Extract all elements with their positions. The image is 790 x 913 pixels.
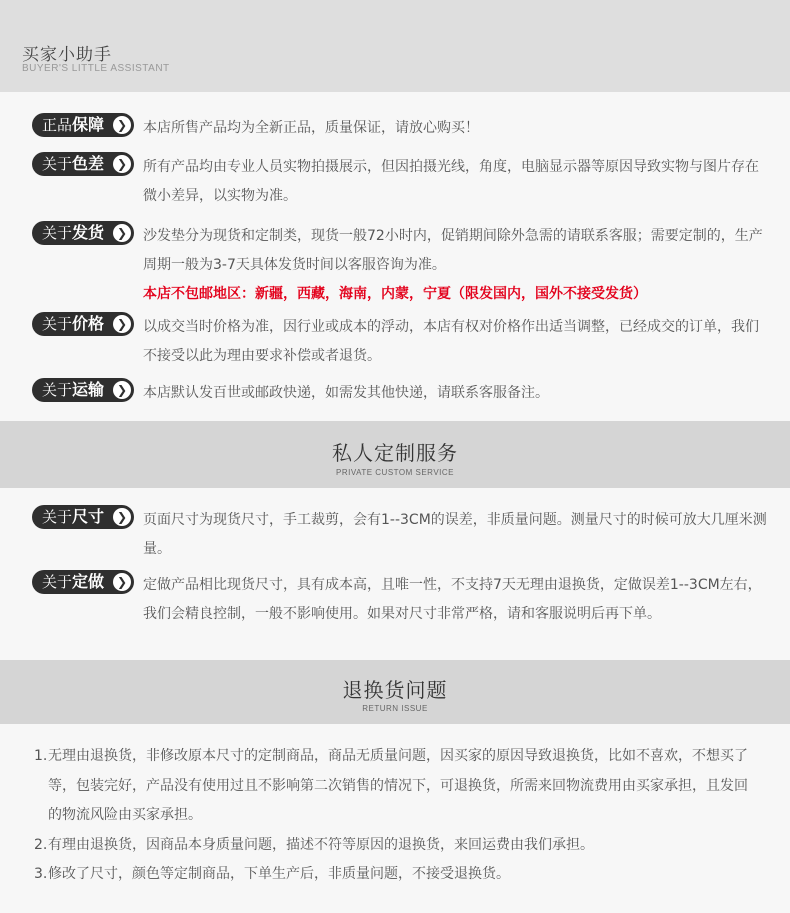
item-number: 1. (34, 748, 48, 764)
row-text: 页面尺寸为现货尺寸，手工裁剪，会有1--3CM的误差，非质量问题。测量尺寸的时候可放大几厘米测量。 (143, 512, 767, 557)
tag-authentic (32, 113, 134, 137)
tag-custom-made (32, 570, 134, 594)
chevron-right-icon: ❯ (113, 116, 131, 134)
tag-bold: 定做 (72, 572, 105, 591)
tag-prefix: 关于 (42, 381, 73, 399)
return-policy-list (34, 742, 760, 890)
item-number: 3. (34, 866, 48, 882)
chevron-right-icon: ❯ (113, 315, 131, 333)
chevron-right-icon: ❯ (113, 224, 131, 242)
header-band (0, 0, 790, 92)
custom-service-bar (0, 421, 790, 488)
tag-prefix: 关于 (42, 508, 73, 526)
section-title: 退换货问题 (342, 678, 448, 702)
list-item (34, 742, 760, 831)
row-text: 本店默认发百世或邮政快递，如需发其他快递，请联系客服备注。 (143, 385, 549, 401)
tag-prefix: 关于 (42, 155, 73, 173)
section-subtitle: RETURN ISSUE (362, 704, 428, 713)
tag-prefix: 关于 (42, 315, 73, 333)
section-subtitle: PRIVATE CUSTOM SERVICE (336, 468, 454, 477)
chevron-right-icon: ❯ (113, 573, 131, 591)
row-text: 定做产品相比现货尺寸，具有成本高，且唯一性，不支持7天无理由退换货，定做误差1--3CM左右，我们会精良控制，一般不影响使用。如果对尺寸非常严格，请和客服说明后再下单。 (143, 577, 762, 622)
item-text: 无理由退换货，非修改原本尺寸的定制商品，商品无质量问题，因买家的原因导致退换货，比如不喜欢，不想买了等，包装完好，产品没有使用过且不影响第二次销售的情况下，可退换货，所需来回物流费用由买家承担，且发回的物流风险由买家承担。 (48, 748, 748, 823)
tag-color (32, 152, 134, 176)
chevron-right-icon: ❯ (113, 381, 131, 399)
row-text: 所有产品均由专业人员实物拍摄展示，但因拍摄光线，角度，电脑显示器等原因导致实物与图片存在微小差异，以实物为准。 (143, 159, 759, 204)
return-issue-bar (0, 660, 790, 724)
tag-prefix: 关于 (42, 573, 73, 591)
tag-bold: 尺寸 (72, 507, 105, 526)
chevron-right-icon: ❯ (113, 508, 131, 526)
tag-bold: 价格 (72, 314, 105, 333)
list-item (34, 831, 760, 861)
tag-shipping (32, 221, 134, 245)
row-text: 本店所售产品均为全新正品，质量保证，请放心购买！ (143, 120, 479, 136)
row-text-main: 沙发垫分为现货和定制类，现货一般72小时内，促销期间除外急需的请联系客服；需要定制的，生产周期一般为3-7天具体发货时间以客服咨询为准。 (143, 228, 763, 273)
header-title: 买家小助手 (22, 45, 112, 65)
list-item (34, 860, 760, 890)
tag-bold: 发货 (72, 223, 105, 242)
no-free-shipping-notice: 本店不包邮地区：新疆，西藏，海南，内蒙，宁夏（限发国内，国外不接受发货） (143, 286, 647, 302)
tag-transport (32, 378, 134, 402)
tag-prefix: 正品 (42, 116, 73, 134)
tag-bold: 色差 (72, 154, 105, 173)
item-text: 修改了尺寸，颜色等定制商品，下单生产后，非质量问题，不接受退换货。 (48, 866, 510, 882)
item-number: 2. (34, 836, 48, 853)
tag-price (32, 312, 134, 336)
tag-bold: 运输 (72, 380, 105, 399)
tag-size (32, 505, 134, 529)
section-title: 私人定制服务 (332, 441, 458, 465)
header-subtitle: BUYER'S LITTLE ASSISTANT (22, 63, 170, 74)
chevron-right-icon: ❯ (113, 155, 131, 173)
row-text (143, 222, 770, 309)
tag-bold: 保障 (72, 115, 105, 134)
tag-prefix: 关于 (42, 224, 73, 242)
item-text: 有理由退换货，因商品本身质量问题，描述不符等原因的退换货，来回运费由我们承担。 (48, 836, 594, 853)
row-text: 以成交当时价格为准，因行业或成本的浮动，本店有权对价格作出适当调整，已经成交的订单，我们不接受以此为理由要求补偿或者退货。 (143, 319, 759, 364)
